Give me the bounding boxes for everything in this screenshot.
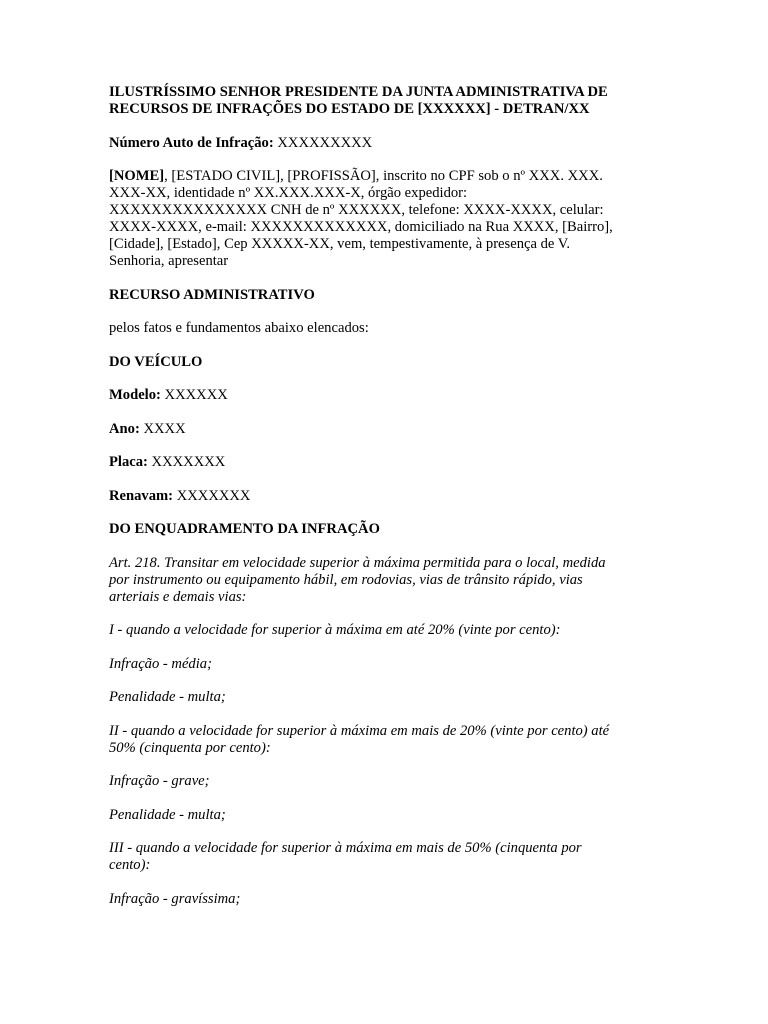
enquadramento-heading: DO ENQUADRAMENTO DA INFRAÇÃO [109, 521, 380, 537]
art-218-text [109, 555, 659, 606]
ano-value: XXXX [139, 420, 186, 437]
art-line-1: Art. 218. Transitar em velocidade superior à máxima permitida para o local, medida [109, 554, 606, 571]
inciso-1-infracao: Infração - média; [109, 655, 212, 672]
header-line-2: RECURSOS DE INFRAÇÕES DO ESTADO DE [XXXXXX] - DETRAN/XX [109, 101, 590, 117]
document-header [109, 84, 659, 118]
inciso-2-infracao: Infração - grave; [109, 773, 210, 789]
veiculo-ano [109, 421, 659, 438]
inciso-2-line-1: II - quando a velocidade for superior à máxima em mais de 20% (vinte por cento) até [109, 722, 610, 739]
requerente-line-4: XXXX-XXXX, e-mail: XXXXXXXXXXXXX, domiciliado na Rua XXXX, [Bairro], [109, 219, 613, 235]
inciso-3-line-1: III - quando a velocidade for superior à máxima em mais de 50% (cinquenta por [109, 840, 582, 856]
veiculo-renavam [109, 488, 659, 505]
requerente-line-6: Senhoria, apresentar [109, 253, 229, 269]
auto-infracao [109, 135, 659, 152]
ano-label: Ano: [109, 420, 140, 437]
auto-infracao-label: Número Auto de Infração: [109, 134, 274, 151]
inciso-2 [109, 723, 659, 757]
recurso-heading: RECURSO ADMINISTRATIVO [109, 286, 315, 303]
document-page [109, 84, 659, 924]
veiculo-placa [109, 454, 659, 471]
requerente-line-3: XXXXXXXXXXXXXXX CNH de nº XXXXXX, telefone: XXXX-XXXX, celular: [109, 202, 604, 218]
header-line-1: ILUSTRÍSSIMO SENHOR PRESIDENTE DA JUNTA ADMINISTRATIVA DE [109, 84, 608, 100]
inciso-3-infracao: Infração - gravíssima; [109, 890, 241, 907]
renavam-label: Renavam: [109, 487, 174, 504]
placa-label: Placa: [109, 454, 148, 470]
requerente-line-1: , [ESTADO CIVIL], [PROFISSÃO], inscrito no CPF sob o nº XXX. XXX. [164, 168, 603, 184]
requerente-paragraph [109, 168, 659, 270]
inciso-1: I - quando a velocidade for superior à máxima em até 20% (vinte por cento): [109, 622, 561, 638]
inciso-3-line-2: cento): [109, 857, 151, 873]
veiculo-modelo [109, 387, 659, 404]
art-line-3: arteriais e demais vias: [109, 588, 247, 605]
fundamentos-text: pelos fatos e fundamentos abaixo elencados: [109, 320, 369, 336]
inciso-2-penalidade: Penalidade - multa; [109, 806, 226, 823]
requerente-line-5: [Cidade], [Estado], Cep XXXXX-XX, vem, tempestivamente, à presença de V. [109, 236, 571, 252]
inciso-3 [109, 840, 659, 874]
modelo-value: XXXXXX [160, 387, 228, 403]
modelo-label: Modelo: [109, 387, 161, 403]
requerente-name: [NOME] [109, 168, 165, 184]
placa-value: XXXXXXX [147, 454, 226, 470]
art-line-2: por instrumento ou equipamento hábil, em rodovias, vias de trânsito rápido, vias [109, 571, 583, 588]
requerente-line-2: XXX-XX, identidade nº XX.XXX.XXX-X, órgão expedidor: [109, 185, 468, 201]
inciso-2-line-2: 50% (cinquenta por cento): [109, 739, 271, 756]
auto-infracao-value: XXXXXXXXX [273, 134, 373, 151]
renavam-value: XXXXXXX [173, 487, 251, 504]
veiculo-heading: DO VEÍCULO [109, 353, 203, 370]
inciso-1-penalidade: Penalidade - multa; [109, 689, 226, 705]
